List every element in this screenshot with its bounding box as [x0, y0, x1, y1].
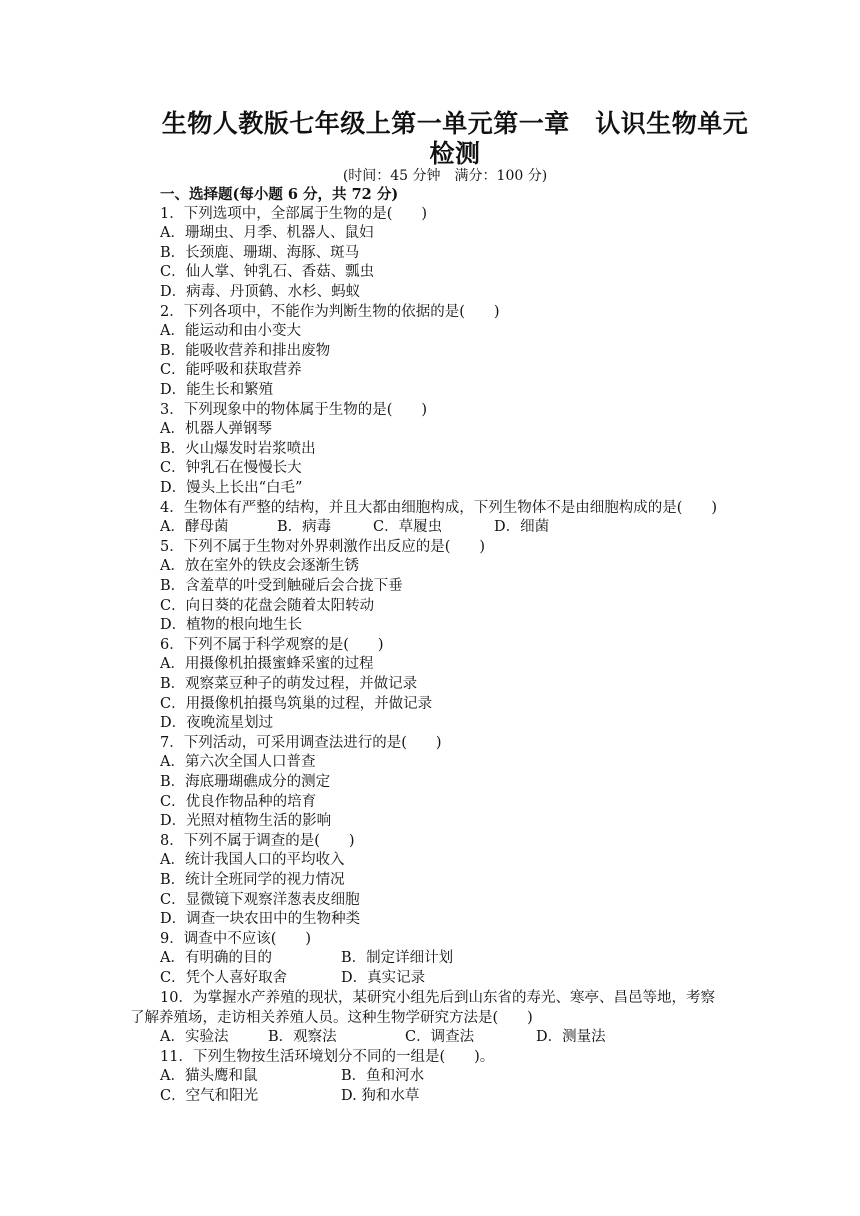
question-6-stem: 6．下列不属于科学观察的是( )	[160, 637, 384, 653]
question-9-stem: 9．调查中不应该( )	[160, 931, 312, 947]
question-8-option-d: D．调查一块农田中的生物种类	[160, 911, 361, 927]
question-5-option-b: B．含羞草的叶受到触碰后会合拢下垂	[160, 578, 403, 594]
question-11-options-row-1	[160, 1067, 660, 1086]
question-9-option-c: C．凭个人喜好取舍	[160, 970, 288, 986]
question-3-stem: 3．下列现象中的物体属于生物的是( )	[160, 402, 428, 418]
question-9-options-row-1	[160, 949, 660, 968]
question-7-option-b: B．海底珊瑚礁成分的测定	[160, 774, 331, 790]
question-2-option-c: C．能呼吸和获取营养	[160, 362, 302, 378]
question-6-option-d: D．夜晚流星划过	[160, 715, 274, 731]
question-5-option-d: D．植物的根向地生长	[160, 617, 303, 633]
question-7-option-c: C．优良作物品种的培育	[160, 794, 317, 810]
question-9-option-b: B．制定详细计划	[341, 950, 454, 966]
document-title-line-2: 检测	[429, 139, 481, 168]
question-8-option-b: B．统计全班同学的视力情况	[160, 872, 345, 888]
question-8-option-a: A．统计我国人口的平均收入	[160, 852, 345, 868]
question-4-option-d: D．细菌	[494, 519, 550, 535]
question-1-option-c: C．仙人掌、钟乳石、香菇、瓢虫	[160, 264, 375, 280]
question-9-option-a: A．有明确的目的	[160, 950, 272, 966]
question-10-stem-line-2: 了解养殖场，走访相关养殖人员。这种生物学研究方法是( )	[130, 1010, 533, 1026]
question-11-option-d: D. 狗和水草	[341, 1088, 420, 1104]
question-10-stem-line-1: 10．为掌握水产养殖的现状，某研究小组先后到山东省的寿光、寒亭、昌邑等地，考察	[160, 990, 715, 1006]
question-6-option-c: C．用摄像机拍摄鸟筑巢的过程，并做记录	[160, 696, 433, 712]
question-1-option-a: A．珊瑚虫、月季、机器人、鼠妇	[160, 225, 374, 241]
question-4-options	[160, 518, 760, 537]
question-5-option-a: A．放在室外的铁皮会逐渐生锈	[160, 558, 359, 574]
question-1-option-b: B．长颈鹿、珊瑚、海豚、斑马	[160, 245, 360, 261]
question-9-option-d: D．真实记录	[341, 970, 426, 986]
question-9-options-row-2	[160, 969, 660, 988]
question-4-stem: 4．生物体有严整的结构，并且大都由细胞构成，下列生物体不是由细胞构成的是( )	[160, 500, 718, 516]
question-2-option-d: D．能生长和繁殖	[160, 382, 274, 398]
exam-meta: (时间：45 分钟 满分：100 分)	[342, 168, 548, 184]
question-4-option-c: C．草履虫	[373, 519, 443, 535]
question-11-stem: 11．下列生物按生活环境划分不同的一组是( )。	[160, 1049, 495, 1065]
document-title-line-1: 生物人教版七年级上第一单元第一章 认识生物单元	[161, 109, 749, 138]
question-10-option-c: C．调查法	[405, 1029, 475, 1045]
question-11-option-b: B．鱼和河水	[341, 1068, 425, 1084]
question-8-option-c: C．显微镜下观察洋葱表皮细胞	[160, 892, 360, 908]
question-4-option-b: B．病毒	[277, 519, 332, 535]
question-4-option-a: A．酵母菌	[160, 519, 229, 535]
question-5-option-c: C．向日葵的花盘会随着太阳转动	[160, 598, 375, 614]
question-3-option-d: D．馒头上长出“白毛”	[160, 480, 303, 496]
question-2-option-a: A．能运动和由小变大	[160, 323, 301, 339]
question-10-options	[160, 1028, 760, 1047]
question-6-option-a: A．用摄像机拍摄蜜蜂采蜜的过程	[160, 656, 374, 672]
question-3-option-b: B．火山爆发时岩浆喷出	[160, 441, 316, 457]
question-7-option-d: D．光照对植物生活的影响	[160, 813, 332, 829]
question-10-option-b: B．观察法	[268, 1029, 337, 1045]
question-3-option-a: A．机器人弹钢琴	[160, 421, 272, 437]
question-11-option-c: C．空气和阳光	[160, 1088, 259, 1104]
question-1-stem: 1．下列选项中，全部属于生物的是( )	[160, 206, 428, 222]
question-2-option-b: B．能吸收营养和排出废物	[160, 343, 331, 359]
question-11-option-a: A．猫头鹰和鼠	[160, 1068, 258, 1084]
question-3-option-c: C．钟乳石在慢慢长大	[160, 460, 302, 476]
question-8-stem: 8．下列不属于调查的是( )	[160, 833, 355, 849]
question-10-option-d: D．测量法	[536, 1029, 606, 1045]
section-heading: 一、选择题(每小题 6 分，共 72 分)	[160, 186, 399, 203]
question-7-stem: 7．下列活动，可采用调查法进行的是( )	[160, 735, 442, 751]
question-2-stem: 2．下列各项中，不能作为判断生物的依据的是( )	[160, 304, 500, 320]
question-5-stem: 5．下列不属于生物对外界刺激作出反应的是( )	[160, 539, 486, 555]
question-6-option-b: B．观察菜豆种子的萌发过程，并做记录	[160, 676, 418, 692]
question-11-options-row-2	[160, 1087, 660, 1106]
question-7-option-a: A．第六次全国人口普查	[160, 754, 316, 770]
question-10-option-a: A．实验法	[160, 1029, 229, 1045]
question-1-option-d: D．病毒、丹顶鹤、水杉、蚂蚁	[160, 284, 361, 300]
